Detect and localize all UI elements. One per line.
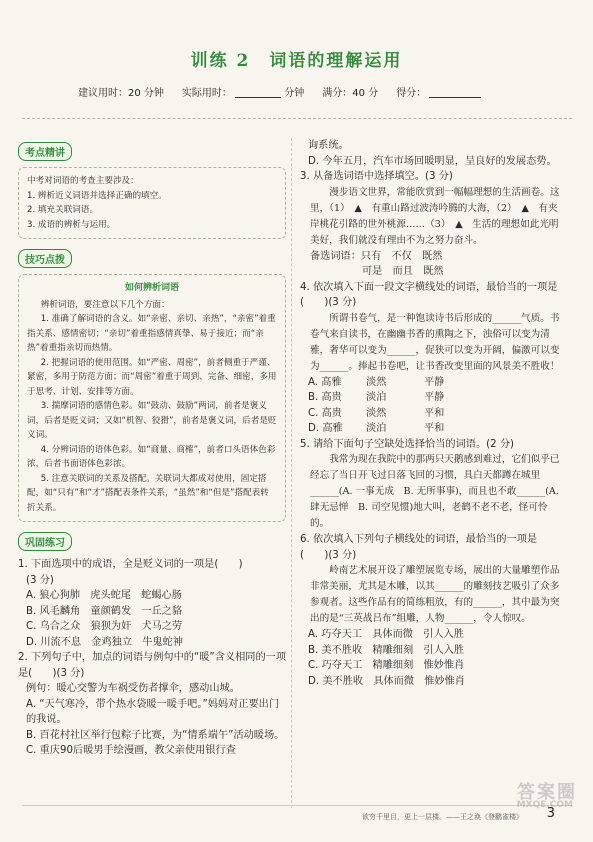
footer-divider — [22, 805, 572, 806]
tip-line: 5. 注意关联词的关系及搭配。关联词大都成对使用，固定搭配，如“只有”和“才”搭配表条件关系，“虽然”和“但是”搭配表转折关系。 — [27, 473, 269, 513]
q4-option: 淡然 — [366, 376, 387, 388]
q4-option: 淡泊 — [366, 423, 387, 434]
header-divider — [22, 118, 572, 119]
tip-line: 4. 分辨词语的语体色彩。如“商量、商榷”，前者口头语体色彩浓，后者书面语体色彩浓。 — [27, 444, 276, 469]
q4-option: D. 高雅 — [308, 423, 343, 434]
q3-word-bank-2: 可是 而且 既然 — [362, 266, 444, 277]
q1-option: D. 川流不息 金鸡独立 牛鬼蛇神 — [26, 636, 183, 648]
q4-option: 平和 — [424, 423, 445, 434]
q2-option: C. 重庆90后暖男手绘漫画，教父亲使用银行查 — [26, 745, 236, 756]
tip-line: 辨析词语，要注意以下几个方面： — [40, 299, 170, 310]
tip-line: 3. 揣摩词语的感情色彩。如“鼓动、鼓励”两词，前者是褒义词，后者是贬义词；又如“机智、狡猾”，前者是褒义词，后者是贬义词。 — [27, 401, 277, 440]
q6-option: B. 美不胜收 精雕细刻 引人入胜 — [308, 644, 465, 656]
q4-option-row — [300, 406, 562, 422]
question-1 — [18, 557, 286, 650]
q2-stem: 2. 下列句子中，加点的词语与例句中的“暖”含义相同的一项是( )(3 分) — [18, 652, 287, 679]
tip-line: 2. 把握词语的使用范围。如“严密、周密”，前者侧重于严谨、紧密，多用于防范方面；而“周密”着重于周到、完备、细密，多用于思考、计划、安排等方面。 — [27, 357, 277, 397]
q4-passage: 所谓书卷气，是一种饱读诗书后形成的______气质。书卷气来自读书，在幽幽书香的熏陶之下，浊俗可以变为清雅，奢华可以变为______，促狭可以变为开阔，偏激可以变为______。捧起书卷吧，让书香改变里面的风景美不胜收！ — [310, 312, 560, 372]
q6-option: A. 巧夺天工 具体而微 引人入胜 — [308, 629, 464, 640]
tips-subtitle: 如何辨析词语 — [124, 283, 179, 293]
timing-meta — [78, 84, 548, 99]
q4-option: B. 高贵 — [308, 392, 342, 403]
q2-option: B. 百花村社区举行包粽子比赛，为“情系端午”活动暖场。 — [26, 729, 285, 741]
suggested-time: 建议用时：20 分钟 — [78, 88, 164, 99]
q2-cont-line: 询系统。 — [308, 140, 349, 151]
actual-time: 实际用时： 分钟 — [181, 88, 305, 99]
q1-option: B. 风毛麟角 童颜鹤发 一丘之貉 — [26, 605, 183, 617]
q4-option: A. 高雅 — [308, 376, 342, 388]
actual-time-blank — [235, 87, 281, 98]
tip-line: 1. 准确了解词语的含义。如“亲密、亲切、亲热”，“亲密”着重指关系、感情密切；“亲切”着重指感情真挚、易于接近；而“亲热”着重指亲切而热情。 — [27, 314, 276, 353]
exam-point-line: 中考对词语的考查主要涉及： — [27, 176, 139, 186]
q4-option-row — [300, 421, 562, 437]
q1-stem: 1. 下面选项中的成语，全是贬义词的一项是( ) — [18, 559, 243, 570]
q2-option: D. 今年五月，汽车市场回暖明显，呈良好的发展态势。 — [308, 155, 557, 167]
question-5 — [300, 437, 562, 533]
q3-stem: 3. 从备选词语中选择填空。(3 分) — [300, 171, 453, 182]
question-3 — [300, 169, 562, 280]
q6-option: C. 巧夺天工 精雕细刻 惟妙惟肖 — [308, 660, 465, 671]
q4-option: 平静 — [424, 392, 445, 403]
q5-stem: 5. 请给下面句子空缺处选择恰当的词语。(2 分) — [300, 438, 515, 450]
full-score: 满分：40 分 — [322, 88, 379, 99]
q4-option-row — [300, 390, 562, 406]
q5-passage: 我常为现在我院中的那两只天鹅感到难过，它们似乎已经忘了当日开飞过日落飞回的习惯，具白天都蹲在城里______(A. 一事无成 B. 无所事事)，而且也不敢______(A. 肆无忌惮 B. 司空见惯)地大叫，老鹤不老不老，怪可怜的。 — [310, 454, 560, 529]
q4-option-row — [300, 375, 562, 391]
q1-option: C. 乌合之众 狼狈为奸 犬马之劳 — [26, 621, 183, 632]
question-6 — [300, 532, 562, 689]
q2-option: A. “天气寒冷，带个热水袋暖一暖手吧。”妈妈对正要出门的我说。 — [26, 698, 280, 725]
column-divider — [291, 138, 292, 808]
question-4 — [300, 280, 562, 437]
q6-option: D. 美不胜收 具体而微 惟妙惟肖 — [308, 675, 465, 687]
q3-word-bank: 备选词语：只有 不仅 既然 — [310, 250, 443, 262]
q4-option: C. 高贵 — [308, 407, 342, 419]
score: 得分： — [396, 84, 481, 99]
q4-stem: 4. 依次填入下面一段文字横线处的词语，最恰当的一项是( )(3 分) — [300, 281, 558, 308]
section-tag-exam-points: 考点精讲 — [18, 142, 72, 161]
footer-motto: 欲穷千里目，更上一层楼。——王之涣《登鹳雀楼》 — [362, 813, 523, 821]
page-title: 训练 2 词语的理解运用 — [190, 51, 403, 71]
q3-passage: 漫步语文世界，常能欣赏到一幅幅理想的生活画卷。这里，（1） ▲ 有重山路过波涛吟腾的大海，（2） ▲ 有夹岸桃花引路的世外桃源……（3） ▲ 生活的理想如此光明美好，我们就没有理由不为之努力奋斗。 — [310, 186, 560, 246]
tips-box — [18, 274, 286, 522]
exam-point-line: 3. 成语的辨析与运用。 — [27, 219, 116, 230]
page-number: 3 — [546, 806, 555, 821]
q4-option: 平和 — [424, 407, 445, 419]
score-blank — [429, 87, 481, 98]
question-2 — [18, 650, 286, 759]
section-tag-practice: 巩固练习 — [18, 532, 72, 551]
watermark-logo: 答案圈 — [517, 782, 577, 803]
exam-point-line: 2. 填充关联词语。 — [27, 205, 99, 215]
watermark-url: MXQE.COM — [516, 800, 573, 810]
q2-example: 例句：暖心交警为车祸受伤者撑伞，感动山城。 — [26, 683, 240, 694]
q6-stem: 6. 依次填入下列句子横线处的词语，最恰当的一项是( )(3 分) — [300, 534, 538, 561]
q6-passage: 岭南艺术展开设了雕塑展览专场，展出的大量雕塑作品非常美丽，尤其是木雕，以其______的雕刻技艺吸引了众多参观者。这些作品有的简练粗放，有的______，其中最为突出的是“三英战吕布”组雕，人物______，令人惊叹。 — [310, 565, 560, 624]
q4-option: 淡然 — [366, 407, 387, 419]
q1-score: (3 分) — [26, 574, 54, 586]
q4-option: 淡泊 — [366, 392, 387, 403]
left-column — [18, 138, 286, 759]
question-2-continued — [300, 138, 562, 169]
right-column — [300, 138, 562, 689]
q1-option: A. 狼心狗肺 虎头蛇尾 蛇蝎心肠 — [26, 590, 182, 601]
section-tag-tips: 技巧点拨 — [18, 249, 72, 268]
exam-points-box — [18, 167, 286, 239]
exam-point-line: 1. 辨析近义词语并选择正确的填空。 — [27, 190, 167, 201]
q4-option: 平静 — [424, 376, 445, 388]
